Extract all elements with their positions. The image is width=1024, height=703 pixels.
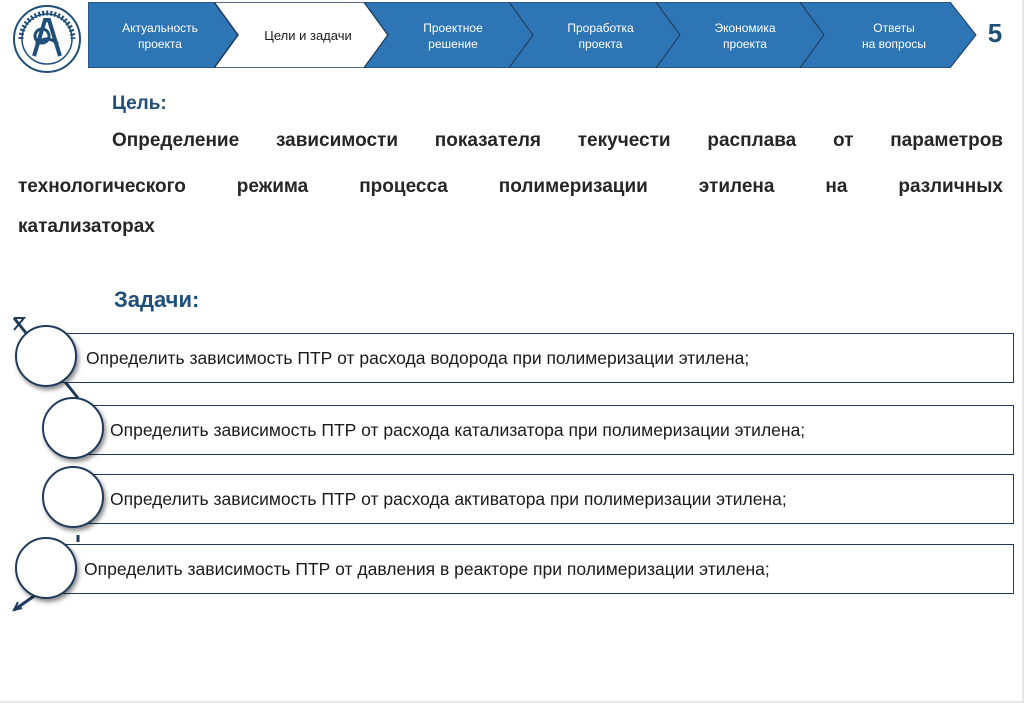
university-emblem-icon: [12, 4, 82, 74]
nav-tab-development[interactable]: Проработка проекта: [567, 21, 634, 51]
page-number: 5: [987, 18, 1003, 48]
task-row-4: [46, 544, 1014, 594]
task-bullet-circle-2: [42, 397, 104, 459]
goal-heading: Цель:: [112, 93, 167, 114]
nav-tab-relevance[interactable]: Актуальность проекта: [122, 21, 198, 51]
task-text-1: Определить зависимость ПТР от расхода водорода при полимеризации этилена;: [86, 347, 750, 368]
section-navigation: [88, 2, 978, 68]
task-text-2: Определить зависимость ПТР от расхода катализатора при полимеризации этилена;: [110, 419, 806, 440]
task-row-3: [72, 474, 1014, 524]
goal-text-line-2: технологического режима процесса полимеризации этилена на различных: [18, 176, 1003, 197]
task-bullet-circle-3: [42, 466, 104, 528]
nav-tab-goals[interactable]: Цели и задачи: [264, 28, 352, 43]
goal-text-line-3: катализаторах: [18, 216, 155, 237]
task-bullet-circle-1: [15, 325, 77, 387]
nav-tab-answers[interactable]: Ответы на вопросы: [861, 21, 927, 51]
nav-tab-economics[interactable]: Экономика проекта: [714, 21, 776, 51]
goal-text-line-1: Определение зависимости показателя текучести расплава от параметров: [112, 130, 1003, 151]
task-row-2: [72, 405, 1014, 455]
task-text-3: Определить зависимость ПТР от расхода активатора при полимеризации этилена;: [110, 488, 787, 509]
task-bullet-circle-4: [15, 537, 77, 599]
task-text-4: Определить зависимость ПТР от давления в реакторе при полимеризации этилена;: [84, 558, 770, 579]
task-row-1: [46, 333, 1014, 383]
tasks-heading: Задачи:: [114, 287, 200, 312]
nav-tab-solution[interactable]: Проектное решение: [423, 21, 483, 51]
